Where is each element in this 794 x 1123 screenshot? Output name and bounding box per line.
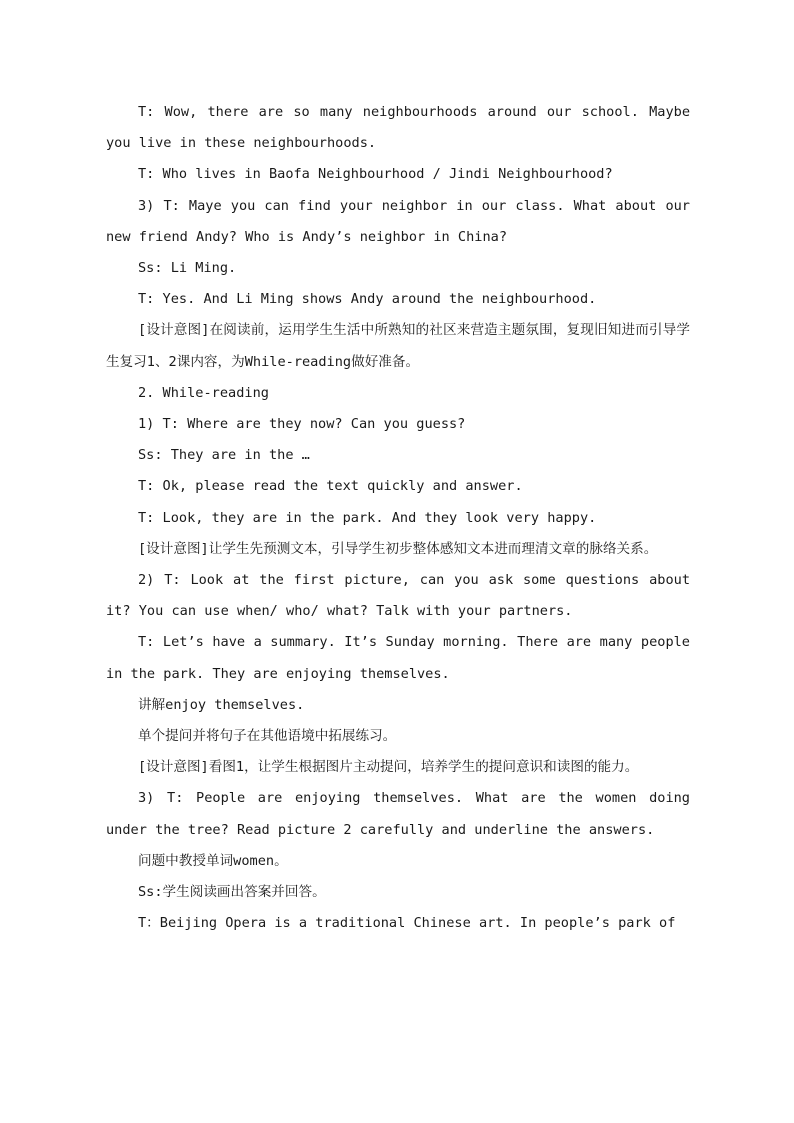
paragraph: 1) T: Where are they now? Can you guess?: [138, 416, 466, 433]
paragraph: 2) T: Look at the first picture, can you ask some questions about it? You can use when/ who/ what? Talk with your partners.: [106, 572, 690, 620]
paragraph: T: Look, they are in the park. And they look very happy.: [138, 509, 597, 526]
paragraph: Ss: They are in the …: [138, 447, 310, 464]
design-intent-note: [设计意图]在阅读前，运用学生生活中所熟知的社区来营造主题氛围，复现旧知进而引导学生复习1、2课内容，为While-reading做好准备。: [106, 322, 690, 370]
paragraph: Ss:学生阅读画出答案并回答。: [138, 884, 326, 901]
paragraph: Ss: Li Ming.: [138, 260, 237, 277]
document-body: [106, 97, 690, 939]
paragraph: T：Beijing Opera is a traditional Chinese art. In people’s park of: [138, 915, 676, 932]
design-intent-note: [设计意图]看图1，让学生根据图片主动提问，培养学生的提问意识和读图的能力。: [138, 759, 639, 776]
paragraph: T: Who lives in Baofa Neighbourhood / Jindi Neighbourhood?: [138, 166, 613, 183]
paragraph: T: Yes. And Li Ming shows Andy around the neighbourhood.: [138, 291, 597, 308]
paragraph: 3) T: Maye you can find your neighbor in our class. What about our new friend Andy? Who is Andy’s neighbor in China?: [106, 197, 690, 245]
section-heading: 2. While-reading: [138, 384, 269, 401]
paragraph: T: Wow, there are so many neighbourhoods around our school. Maybe you live in these neighbourhoods.: [106, 104, 690, 152]
paragraph: 讲解enjoy themselves.: [138, 696, 305, 713]
design-intent-note: [设计意图]让学生先预测文本，引导学生初步整体感知文本进而理清文章的脉络关系。: [138, 540, 658, 557]
paragraph: 3) T: People are enjoying themselves. What are the women doing under the tree? Read picture 2 carefully and underline the answers.: [106, 790, 690, 838]
paragraph: 问题中教授单词women。: [138, 852, 288, 869]
paragraph: T: Let’s have a summary. It’s Sunday morning. There are many people in the park. They are enjoying themselves.: [106, 634, 690, 682]
paragraph: T: Ok, please read the text quickly and answer.: [138, 478, 523, 495]
paragraph: 单个提问并将句子在其他语境中拓展练习。: [138, 728, 397, 745]
